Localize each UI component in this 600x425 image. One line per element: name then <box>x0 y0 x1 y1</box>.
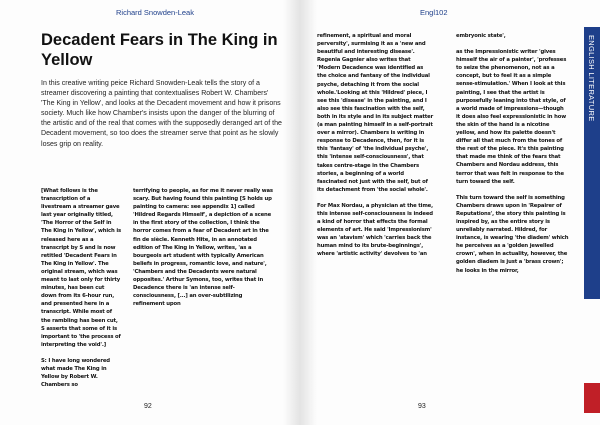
section-tab-accent <box>584 383 600 413</box>
running-head-author: Richard Snowden-Leak <box>116 8 194 17</box>
article-title: Decadent Fears in The King in Yellow <box>41 31 278 69</box>
text-column-3 <box>317 32 434 267</box>
text-column-1 <box>41 187 121 397</box>
running-head-course: Engl102 <box>420 8 448 17</box>
body-paragraph: For Max Nordau, a physician at the time, this intense self-consciousness is indeed a kind of horror that effects the formal elements of art. He said 'Impressionism' was an 'atavism' which 'carries back the human mind to its brute-beginnings', where 'artistic activity' devolves to 'an <box>317 202 433 258</box>
page-number-right: 93 <box>418 403 426 410</box>
body-paragraph: S: I have long wondered what made The King in Yellow by Robert W. Chambers so <box>41 357 110 389</box>
article-intro: In this creative writing peice Richard Snowden-Leak tells the story of a streamer discovering a painting that contextualises Robert W. Chambers' 'The King in Yellow', and looks at the Decadent movement and how it prisons society. Much like how Chamber's insists upon the danger of the blurring of the artistic and of the real that comes with the supposedly deranged art of the Decadent movement, so too does the streamer serve that point as he slowly loses grip on reality. <box>41 80 282 148</box>
body-paragraph: as the Impressionistic writer 'gives himself the air of a painter', 'professes to seize the phenomenon, not as a concept, but to feel it as a simple sense-stimulation.' When I look at this painting, I see that the artist is purposefully leaning into that style, of a world made of impressions—though it does also feel expressionistic in how the skin of the hand is a nicotine yellow, and how its palette doesn't differ all that much from the tones of the rest of the piece. It's this painting that made me think of the fears that Chambers and Nordau address, this terror that was felt in response to the turn toward the self. <box>456 49 567 185</box>
transcript-note: [What follows is the transcription of a livestream a streamer gave last year originally titled, 'The Horror of the Self in The King in Yellow', which is released here as a transcript by S and is now retitled 'Decadent Fears in The King in Yellow'. The original stream, which was meant to last only for thirty minutes, has been cut down from its 6-hour run, and presented here in a transcript. While most of the rambling has been cut, S asserts that some of it is important to 'the process of interpreting the void'.] <box>41 188 122 348</box>
body-paragraph: terrifying to people, as for me it never really was scary. But having found this painting [S holds up painting to camera: see appendix 1] called 'Hildred Regards Himself', a depiction of a scene in the first story of the collection, I think the horror comes from a fear of Decadent art in the fin de siècle. Kenneth Hite, in an annotated edition of The King in Yellow, writes, 'as a bourgeois art student with typically American beliefs in progress, romantic love, and nature', 'Chambers and the Decadents were natural opposites.' Arthur Symons, too, writes that in Decadence there is 'an intense self-consciousness, [...] an over-subtilizing refinement upon <box>133 188 273 308</box>
body-paragraph: This turn toward the self is something Chambers draws upon in 'Repairer of Reputations', the story this painting is inspired by, as the entire story is unreliably narrated. Hildred, for instance, is wearing 'the diadem' which he perceives as a 'golden jewelled crown', when in actuality, however, the golden diadem is just a 'brass crown'; he looks in the mirror, <box>456 194 569 274</box>
text-column-4 <box>456 32 569 283</box>
body-paragraph: refinement, a spiritual and moral perversity', surmising it as a 'new and beautiful and interesting disease'. Regenia Gagnier also writes that 'Modern Decadence was identified as the choice and fantasy of the individual psyche, detaching it from the social whole.'Looking at this 'Hildred' piece, I see this 'disease' in the painting, and I also see this fascination with the self, both in its style and in its subject matter (a man painting himself in a self-portrait over a mirror). Chambers is writing in response to Decadence, then, for it is this 'fantasy' of 'the individual psyche', this 'intense self-consciousness', that takes centre-stage in the Chambers stories, a beginning of a world fascinated not just with the self, but of its detachment from 'the social whole'. <box>317 33 434 193</box>
section-tab-label <box>584 27 600 299</box>
section-tab <box>584 27 600 299</box>
text-column-2 <box>133 187 273 316</box>
body-paragraph: embryonic state', <box>456 33 506 39</box>
page-number-left: 92 <box>144 403 152 410</box>
section-tab-text: ENGLISH LITERATURE <box>587 35 596 122</box>
right-page <box>300 0 600 425</box>
